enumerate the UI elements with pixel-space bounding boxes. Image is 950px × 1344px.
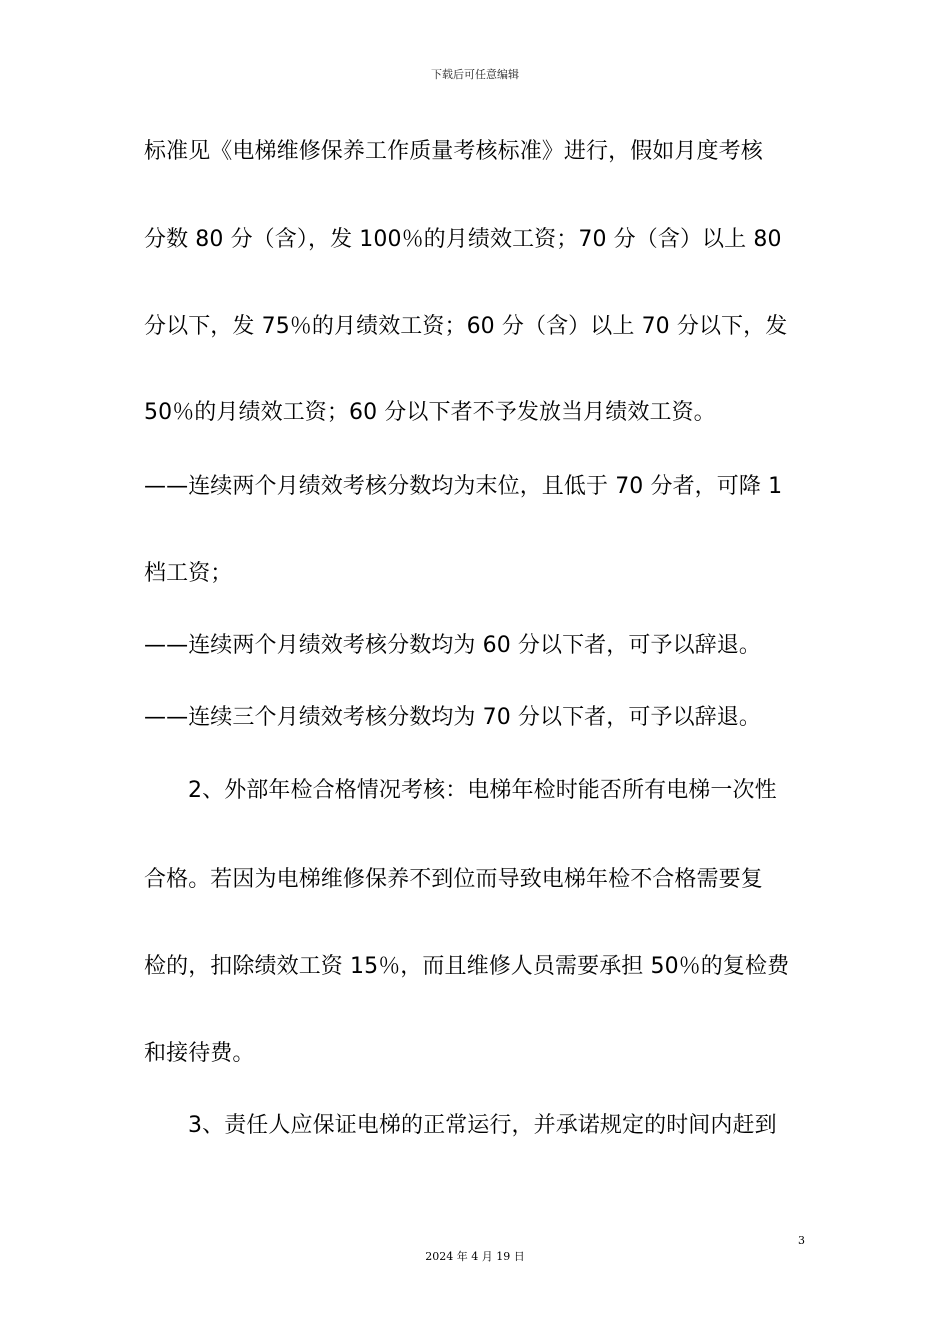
body-line: 3、责任人应保证电梯的正常运行，并承诺规定的时间内赶到 (188, 1113, 777, 1138)
page-header: 下载后可任意编辑 (431, 68, 519, 81)
body-line: 分数 80 分（含），发 100％的月绩效工资；70 分（含）以上 80 (144, 227, 782, 252)
footer-date: 2024 年 4 月 19 日 (425, 1250, 525, 1263)
body-line: 2、外部年检合格情况考核：电梯年检时能否所有电梯一次性 (188, 778, 777, 803)
body-line: 分以下，发 75％的月绩效工资；60 分（含）以上 70 分以下，发 (144, 314, 788, 339)
body-line: 50％的月绩效工资；60 分以下者不予发放当月绩效工资。 (144, 400, 716, 425)
body-line: ——连续两个月绩效考核分数均为 60 分以下者，可予以辞退。 (144, 633, 761, 658)
body-line: 合格。若因为电梯维修保养不到位而导致电梯年检不合格需要复 (144, 867, 763, 892)
body-line: ——连续三个月绩效考核分数均为 70 分以下者，可予以辞退。 (144, 705, 761, 730)
body-line: 标准见《电梯维修保养工作质量考核标准》进行，假如月度考核 (144, 139, 763, 164)
body-line: ——连续两个月绩效考核分数均为末位，且低于 70 分者，可降 1 (144, 474, 783, 499)
page-number: 3 (798, 1234, 805, 1247)
body-line: 档工资； (144, 561, 233, 586)
body-line: 和接待费。 (144, 1041, 255, 1066)
body-line: 检的，扣除绩效工资 15％，而且维修人员需要承担 50％的复检费 (144, 954, 790, 979)
